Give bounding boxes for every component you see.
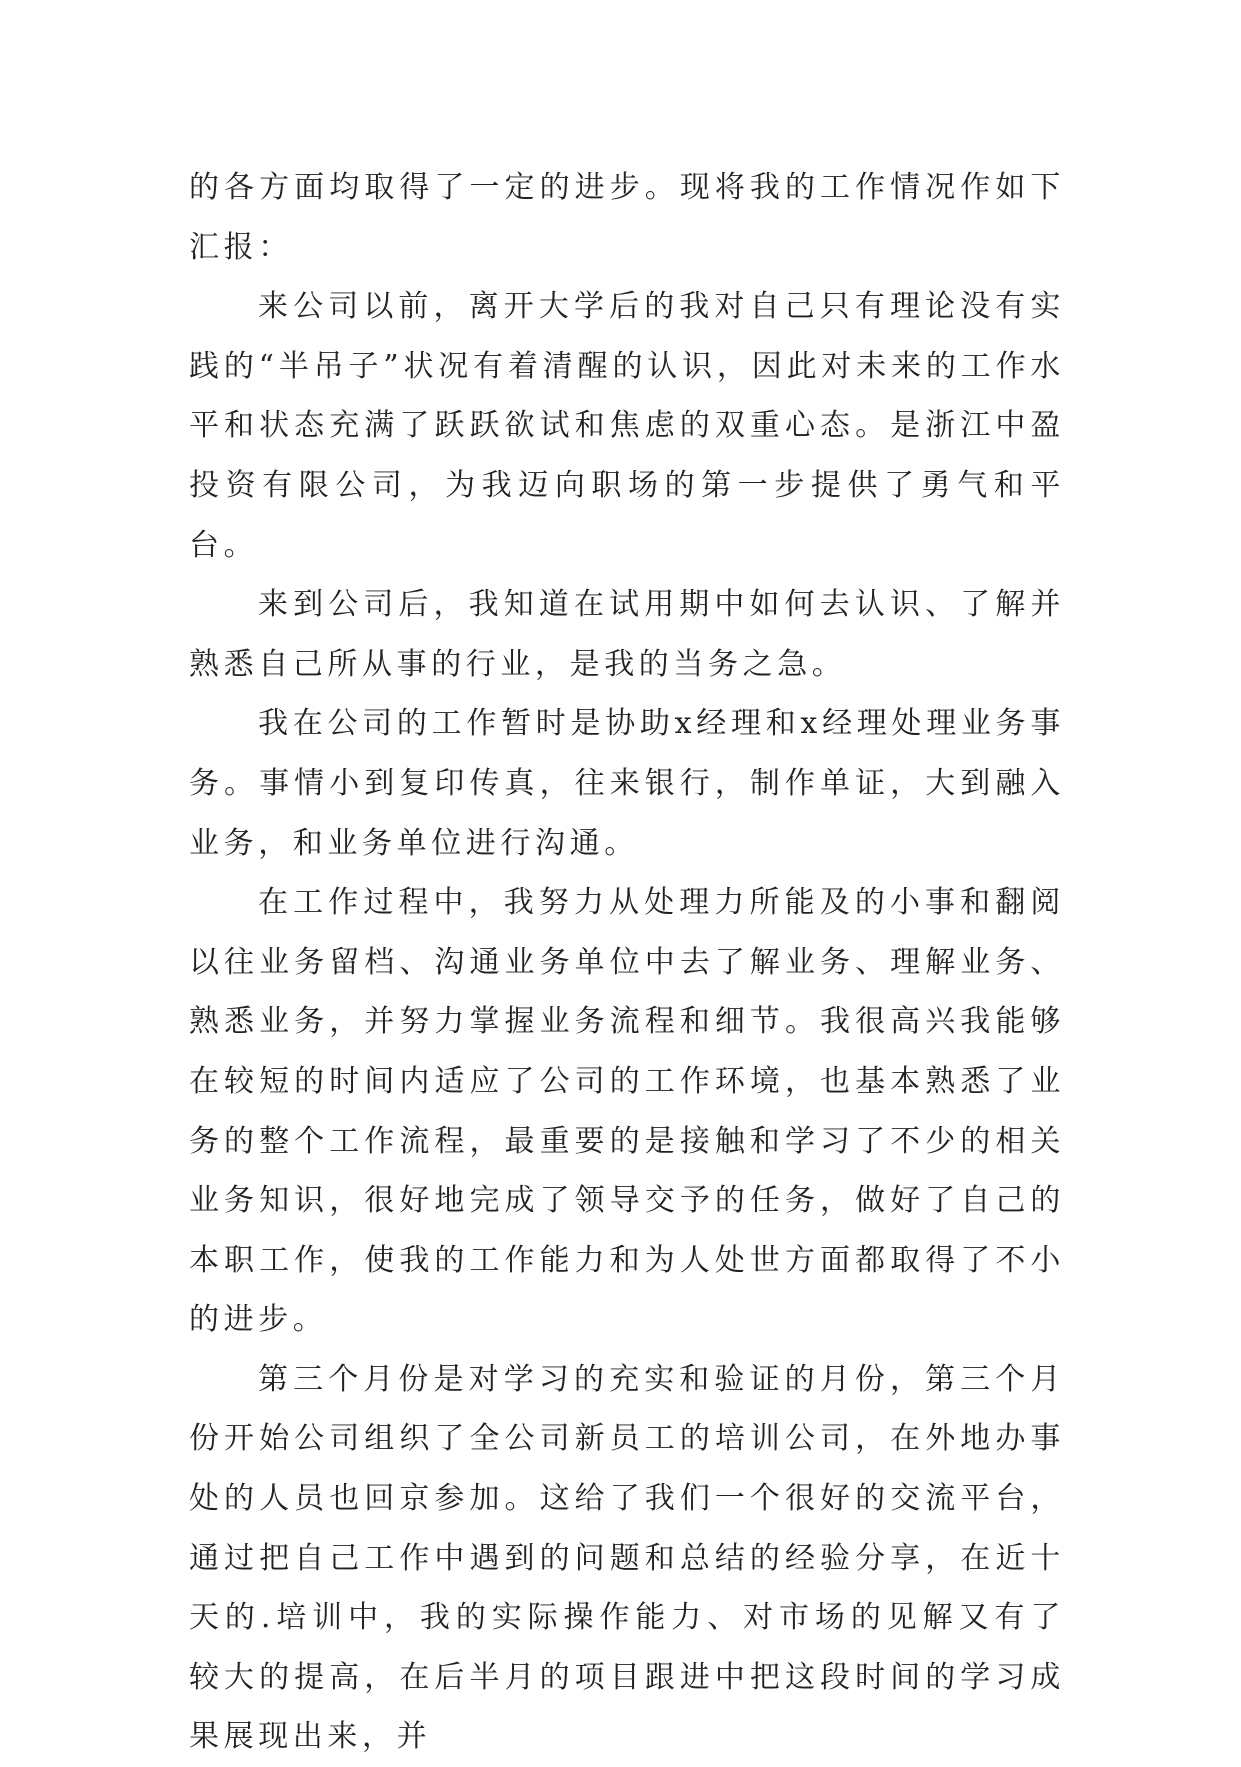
document-body <box>189 158 1065 1767</box>
paragraph: 来公司以前，离开大学后的我对自己只有理论没有实践的“半吊子”状况有着清醒的认识，因此对未来的工作水平和状态充满了跃跃欲试和焦虑的双重心态。是浙江中盈投资有限公司，为我迈向职场的第一步提供了勇气和平台。 <box>189 289 1065 563</box>
paragraph: 第三个月份是对学习的充实和验证的月份，第三个月份开始公司组织了全公司新员工的培训公司，在外地办事处的人员也回京参加。这给了我们一个很好的交流平台，通过把自己工作中遇到的问题和总结的经验分享，在近十天的.培训中，我的实际操作能力、对市场的见解又有了较大的提高，在后半月的项目跟进中把这段时间的学习成果展现出来，并 <box>189 1361 1065 1755</box>
paragraph: 在工作过程中，我努力从处理力所能及的小事和翻阅以往业务留档、沟通业务单位中去了解业务、理解业务、熟悉业务，并努力掌握业务流程和细节。我很高兴我能够在较短的时间内适应了公司的工作环境，也基本熟悉了业务的整个工作流程，最重要的是接触和学习了不少的相关业务知识，很好地完成了领导交予的任务，做好了自己的本职工作，使我的工作能力和为人处世方面都取得了不小的进步。 <box>189 885 1065 1338</box>
paragraph: 的各方面均取得了一定的进步。现将我的工作情况作如下汇报： <box>189 170 1065 265</box>
paragraph: 来到公司后，我知道在试用期中如何去认识、了解并熟悉自己所从事的行业，是我的当务之急。 <box>189 587 1065 682</box>
paragraph: 我在公司的工作暂时是协助x经理和x经理处理业务事务。事情小到复印传真，往来银行，制作单证，大到融入业务，和业务单位进行沟通。 <box>189 706 1065 861</box>
